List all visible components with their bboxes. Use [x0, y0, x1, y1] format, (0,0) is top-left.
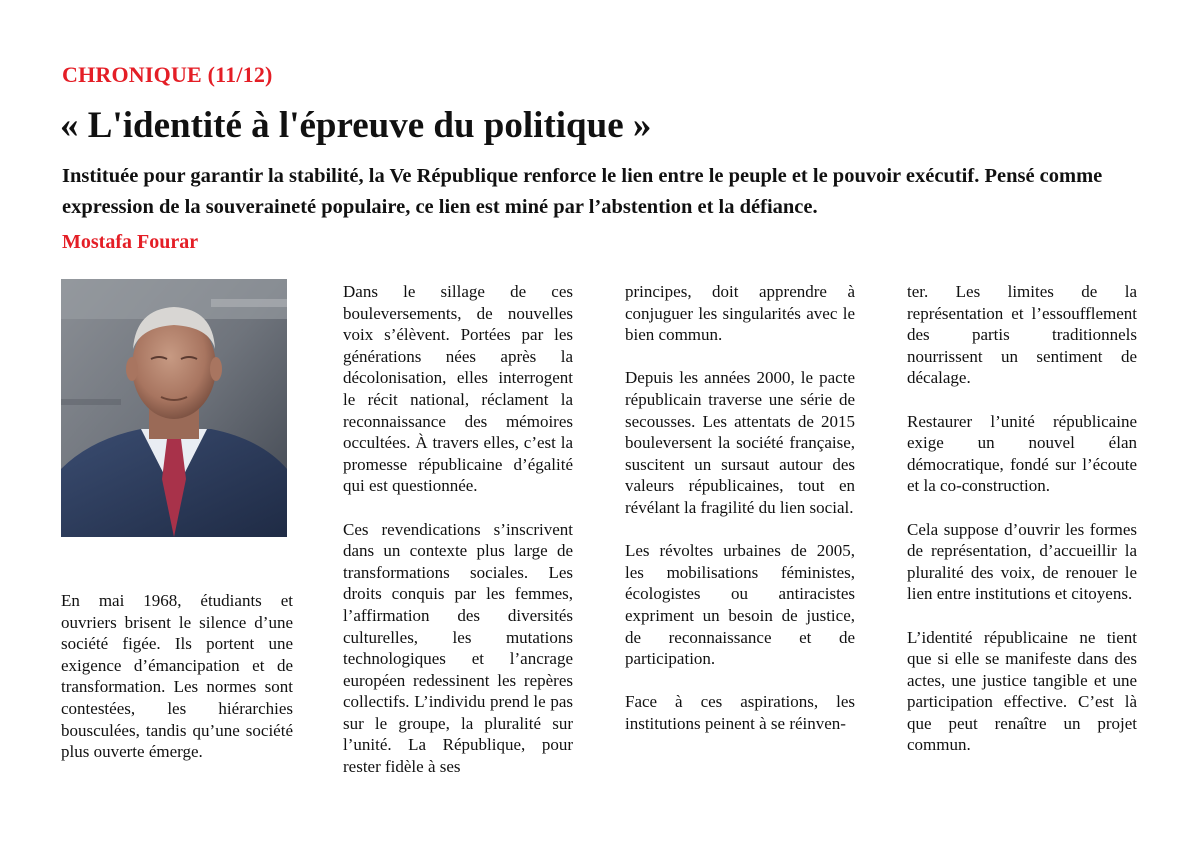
column-4 [907, 281, 1137, 756]
column-3-paragraph-3: Les révoltes urbaines de 2005, les mobilisations féministes, écologistes ou antiracistes expriment un besoin de justice, de reconnaissance et de participation. [625, 541, 855, 669]
article-rubric: CHRONIQUE (11/12) [62, 62, 273, 87]
author-photo [61, 279, 287, 537]
column-1-paragraph: En mai 1968, étudiants et ouvriers brisent le silence d’une société figée. Ils portent une exigence d’émancipation et de transformation. Les normes sont contestées, les hiérarchies bousculées, tandis qu’une société plus ouverte émerge. [61, 591, 293, 762]
article-lead: Instituée pour garantir la stabilité, la Ve République renforce le lien entre le peuple et le pouvoir exécutif. Pensé comme expression de la souveraineté populaire, ce lien est miné par l’abstention et la défiance. [62, 165, 1103, 218]
column-4-paragraph-4: L’identité républicaine ne tient que si elle se manifeste dans des actes, une justice tangible et une participation effective. C’est là que peut renaître un projet commun. [907, 627, 1137, 755]
column-2 [343, 281, 573, 778]
column-4-paragraph-3: Cela suppose d’ouvrir les formes de représentation, d’accueillir la pluralité des voix, de renouer le lien entre institutions et citoyens. [907, 519, 1137, 604]
column-4-paragraph-2: Restaurer l’unité républicaine exige un nouvel élan démocratique, fondé sur l’écoute et la co-construction. [907, 411, 1137, 496]
column-2-paragraph-2: Ces revendications s’inscrivent dans un contexte plus large de transformations sociales. Les droits conquis par les femmes, l’affirmation des diversités culturelles, les mutations technologiques et l’ancrage européen redessinent les repères collectifs. L’individu prend le pas sur le groupe, la pluralité sur l’unité. La République, pour rester fidèle à ses [343, 519, 573, 777]
article-title: « L'identité à l'épreuve du politique » [60, 105, 652, 146]
column-3 [625, 281, 855, 734]
column-2-paragraph-1: Dans le sillage de ces bouleversements, de nouvelles voix s’élèvent. Portées par les générations nées après la décolonisation, elles interrogent le récit national, réclament la reconnaissance des mémoires occultées. À travers elles, c’est la promesse républicaine d’égalité qui est questionnée. [343, 282, 573, 496]
column-4-paragraph-1: ter. Les limites de la représentation et l’essoufflement des partis traditionnels nourrissent un sentiment de décalage. [907, 282, 1137, 388]
article-author: Mostafa Fourar [62, 231, 199, 253]
column-3-paragraph-1: principes, doit apprendre à conjuguer les singularités avec le bien commun. [625, 282, 855, 345]
column-3-paragraph-4: Face à ces aspirations, les institutions peinent à se réinven- [625, 692, 855, 733]
column-1 [61, 590, 293, 763]
column-3-paragraph-2: Depuis les années 2000, le pacte républicain traverse une série de secousses. Les attentats de 2015 bouleversent la société française, suscitent un sursaut autour des valeurs républicaines, tout en révélant la fragilité du lien social. [625, 368, 855, 517]
